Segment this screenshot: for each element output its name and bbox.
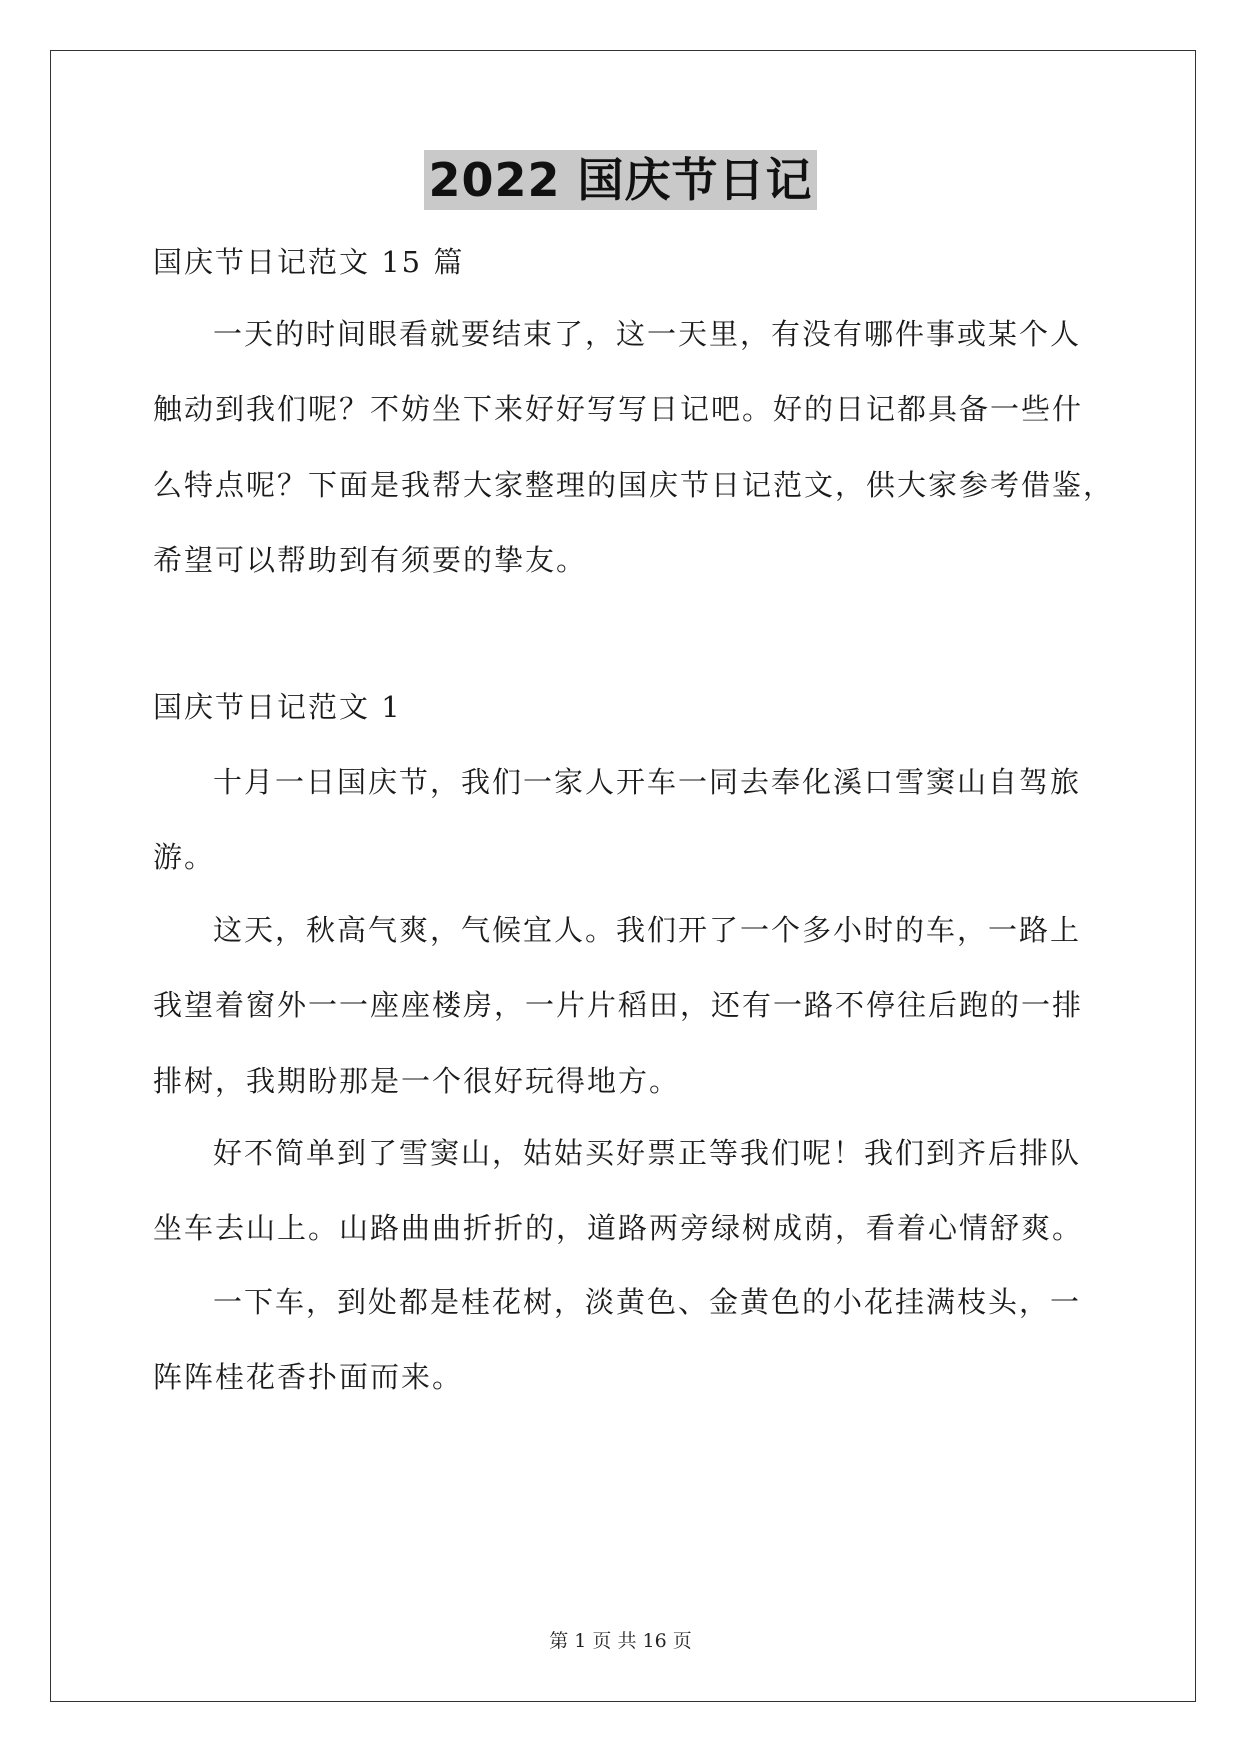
title-container [0,150,1241,210]
section-heading: 国庆节日记范文 1 [153,690,402,724]
paragraph-line: 么特点呢？下面是我帮大家整理的国庆节日记范文，供大家参考借鉴， [153,468,1115,502]
paragraph-line: 这天，秋高气爽，气候宜人。我们开了一个多小时的车，一路上 [213,913,1082,947]
paragraph-line: 一下车，到处都是桂花树，淡黄色、金黄色的小花挂满枝头，一 [213,1285,1082,1319]
page-footer: 第 1 页 共 16 页 [549,1630,692,1652]
paragraph-line: 触动到我们呢？不妨坐下来好好写写日记吧。好的日记都具备一些什 [153,392,1084,426]
paragraph-line: 坐车去山上。山路曲曲折折的，道路两旁绿树成荫，看着心情舒爽。 [153,1211,1084,1245]
paragraph-line: 阵阵桂花香扑面而来。 [153,1360,464,1394]
paragraph-line: 希望可以帮助到有须要的挚友。 [153,543,588,577]
paragraph-line: 好不简单到了雪窦山，姑姑买好票正等我们呢！我们到齐后排队 [213,1136,1082,1170]
paragraph-line: 我望着窗外一一座座楼房，一片片稻田，还有一路不停往后跑的一排 [153,988,1084,1022]
document-title: 2022 国庆节日记 [424,150,816,210]
paragraph-line: 一天的时间眼看就要结束了，这一天里，有没有哪件事或某个人 [213,317,1082,351]
paragraph-line: 十月一日国庆节，我们一家人开车一同去奉化溪口雪窦山自驾旅 [213,765,1082,799]
paragraph-line: 排树，我期盼那是一个很好玩得地方。 [153,1064,681,1098]
subtitle-line: 国庆节日记范文 15 篇 [153,245,465,279]
paragraph-line: 游。 [153,840,216,874]
